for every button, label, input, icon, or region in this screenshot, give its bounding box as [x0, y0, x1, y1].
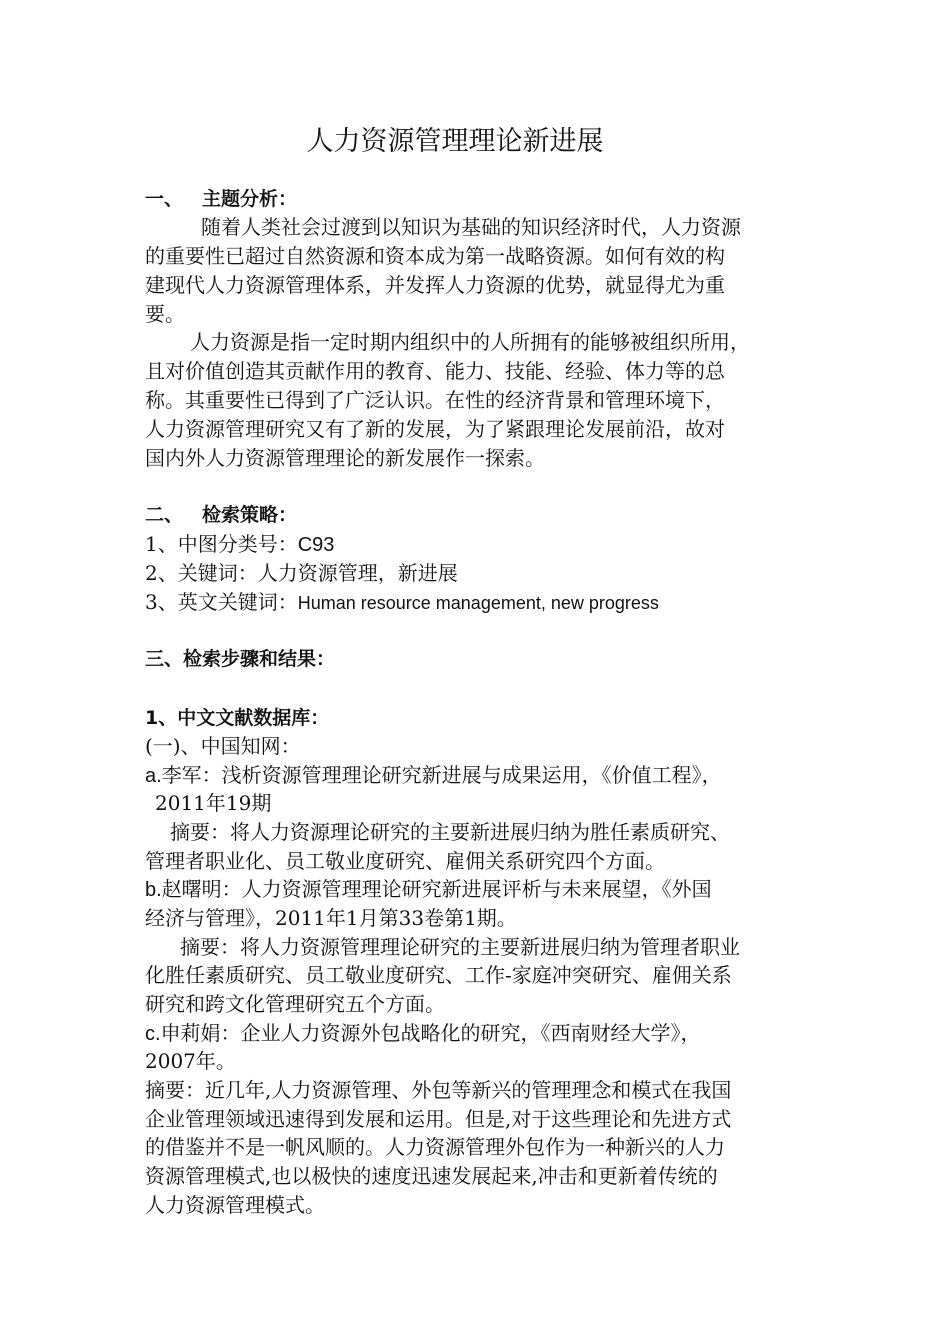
abstract-line: 摘要：将人力资源理论研究的主要新进展归纳为胜任素质研究、	[170, 820, 730, 844]
abstract-line: 化胜任素质研究、员工敬业度研究、工作-家庭冲突研究、雇佣关系	[145, 963, 732, 987]
abstract-line: 资源管理模式,也以极快的速度迅速发展起来,冲击和更新着传统的	[145, 1164, 718, 1188]
section-heading-topic-analysis: 主题分析：	[202, 188, 298, 210]
strategy-item-label: 1、中图分类号：	[145, 532, 298, 556]
reference-text: 李军：浅析资源管理理论研究新进展与成果运用，《价值工程》，	[161, 763, 722, 787]
strategy-item-label: 3、英文关键词：	[145, 590, 298, 614]
paragraph-line: 人力资源是指一定时期内组织中的人所拥有的能够被组织所用，	[190, 330, 750, 354]
reference-entry-c	[145, 1018, 701, 1049]
strategy-item	[145, 529, 334, 560]
subsection-heading-chinese-databases: 1、中文文献数据库：	[145, 707, 330, 729]
paragraph-line: 称。其重要性已得到了广泛认识。在性的经济背景和管理环境下，	[145, 388, 725, 412]
section-number-1: 一、	[145, 188, 184, 210]
reference-entry-b	[145, 874, 712, 905]
reference-marker: a.	[145, 765, 162, 787]
section-number-2: 二、	[145, 504, 184, 526]
reference-text: 2011年19期	[155, 791, 272, 815]
abstract-line: 企业管理领域迅速得到发展和运用。但是,对于这些理论和先进方式	[145, 1107, 732, 1131]
paragraph-line: 随着人类社会过渡到以知识为基础的知识经济时代，人力资源	[201, 215, 741, 239]
reference-text: 赵曙明：人力资源管理理论研究新进展评析与未来展望，《外国	[161, 877, 712, 901]
section-heading-search-strategy: 检索策略：	[202, 504, 298, 526]
paragraph-line: 且对价值创造其贡献作用的教育、能力、技能、经验、体力等的总	[145, 359, 725, 383]
section-heading-search-results: 三、检索步骤和结果：	[145, 648, 336, 670]
abstract-line: 研究和跨文化管理研究五个方面。	[145, 992, 445, 1016]
strategy-item-value: C93	[297, 534, 335, 556]
abstract-line: 摘要：将人力资源管理理论研究的主要新进展归纳为管理者职业	[180, 935, 740, 959]
abstract-line: 管理者职业化、员工敬业度研究、雇佣关系研究四个方面。	[145, 849, 665, 873]
strategy-item-value: Human resource management, new progress	[297, 593, 659, 613]
abstract-line: 的借鉴并不是一帆风顺的。人力资源管理外包作为一种新兴的人力	[145, 1135, 725, 1159]
paragraph-line: 要。	[145, 302, 185, 326]
reference-entry-a	[145, 760, 722, 791]
paragraph-line: 建现代人力资源管理体系，并发挥人力资源的优势，就显得尤为重	[145, 273, 725, 297]
reference-marker: b.	[145, 879, 162, 901]
paragraph-line: 国内外人力资源管理理论的新发展作一探索。	[145, 446, 545, 470]
reference-text: 申莉娟：企业人力资源外包战略化的研究，《西南财经大学》，	[160, 1021, 701, 1045]
abstract-line: 摘要：近几年,人力资源管理、外包等新兴的管理理念和模式在我国	[145, 1078, 732, 1102]
document-title: 人力资源管理理论新进展	[306, 126, 604, 157]
abstract-line: 人力资源管理模式。	[145, 1193, 325, 1217]
paragraph-line: 人力资源管理研究又有了新的发展，为了紧跟理论发展前沿，故对	[145, 417, 725, 441]
reference-text: 经济与管理》，2011年1月第33卷第1期。	[145, 906, 517, 930]
strategy-item	[145, 587, 659, 618]
database-source-label: (一)、中国知网：	[145, 734, 301, 758]
strategy-item	[145, 558, 458, 588]
strategy-item-value: 人力资源管理，新进展	[257, 561, 458, 585]
reference-marker: c.	[145, 1023, 161, 1045]
strategy-item-label: 2、关键词：	[145, 561, 258, 585]
reference-text: 2007年。	[145, 1049, 236, 1073]
paragraph-line: 的重要性已超过自然资源和资本成为第一战略资源。如何有效的构	[145, 244, 725, 268]
